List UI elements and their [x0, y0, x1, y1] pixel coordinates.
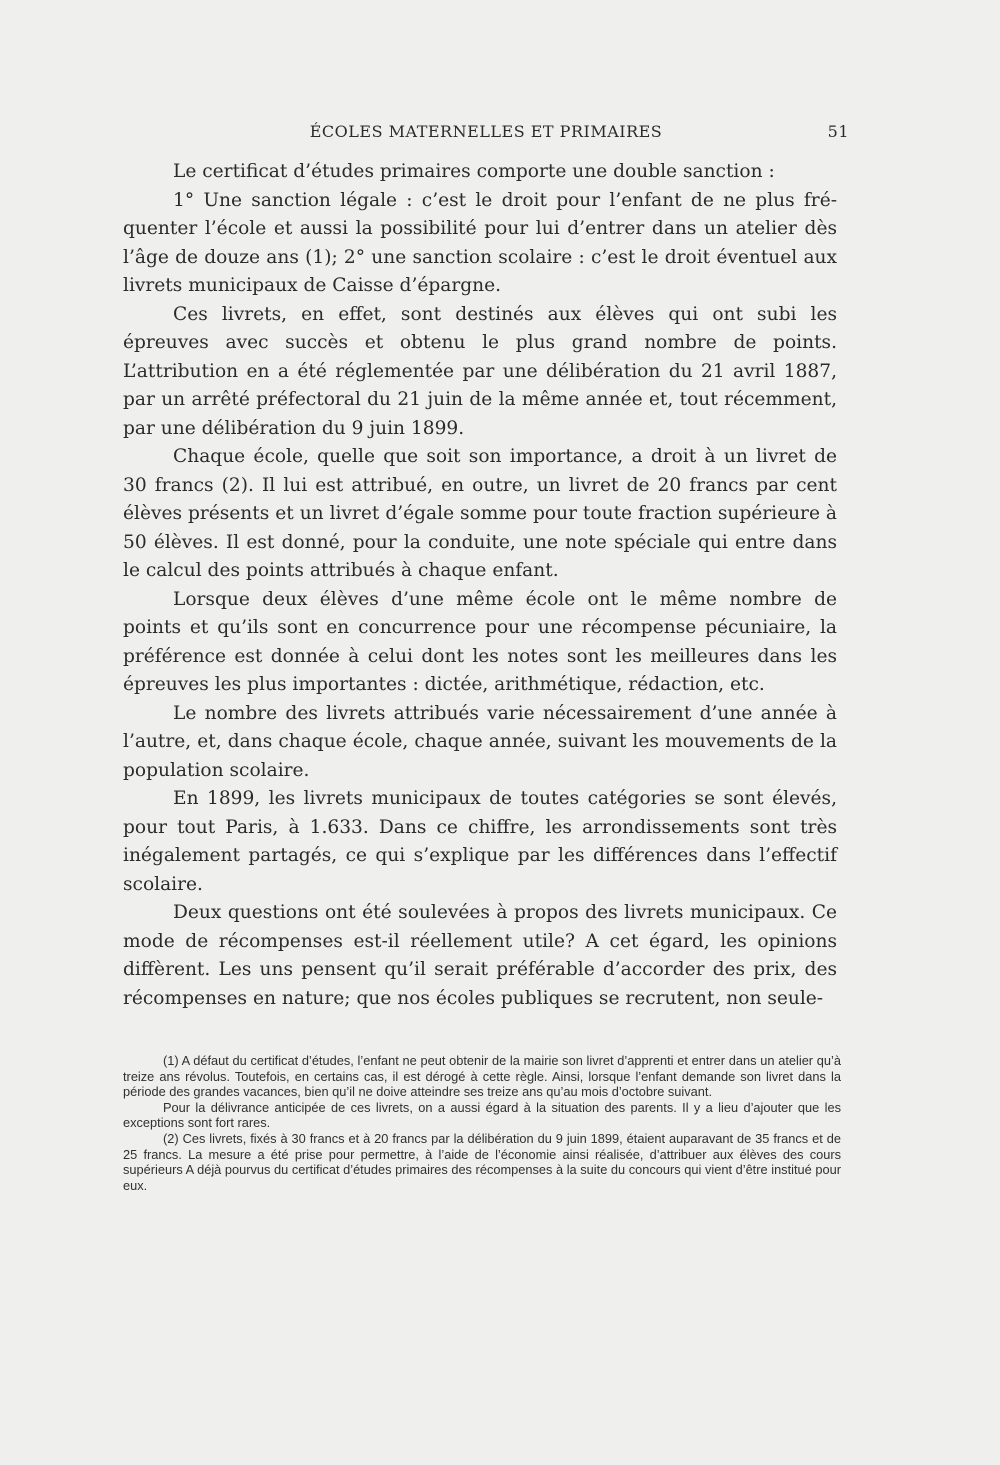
paragraph: Lorsque deux élèves d’une même école ont le même nombre de points et qu’ils sont en concurrence pour une récompense pécuniaire, la préférence est donnée à celui dont les notes sont les meilleures dans les épreuves les plus importantes : dictée, arithmétique, rédaction, etc. — [123, 588, 837, 695]
page-number: 51 — [827, 122, 849, 141]
paragraph: En 1899, les livrets municipaux de toutes catégories se sont élevés, pour tout Paris, à 1.633. Dans ce chiffre, les arrondissements sont très inégalement partagés, ce qui s’explique par les différences dans l’effectif scolaire. — [123, 788, 837, 895]
paragraph: Le nombre des livrets attribués varie nécessairement d’une année à l’autre, et, dans chaque école, chaque année, suivant les mouvements de la population scolaire. — [123, 702, 837, 781]
footnotes — [123, 1053, 841, 1193]
running-title: ÉCOLES MATERNELLES ET PRIMAIRES — [309, 122, 663, 141]
paragraph: Le certificat d’études primaires comporte une double sanction : — [173, 161, 775, 182]
body-text — [123, 158, 837, 1013]
running-head — [123, 122, 849, 146]
footnote: Pour la délivrance anticipée de ces livrets, on a aussi égard à la situation des parents. Il y a lieu d’ajouter que les exceptions sont fort rares. — [123, 1099, 841, 1131]
paragraph: Chaque école, quelle que soit son importance, a droit à un livret de 30 francs (2). Il lui est attribué, en outre, un livret de 20 francs par cent élèves présents et un livret d’égale somme pour toute fraction supérieure à 50 élèves. Il est donné, pour la conduite, une note spéciale qui entre dans le calcul des points attribués à chaque enfant. — [123, 446, 837, 581]
footnote: (1) A défaut du certificat d’études, l’enfant ne peut obtenir de la mairie son livret d’apprenti et entrer dans un atelier qu’à treize ans révolus. Toutefois, en certains cas, il est dérogé à cette règle. Ainsi, lorsque l’enfant demande son livret dans la période des grandes vacances, bien qu’il ne doive atteindre ses treize ans qu’au mois d’octobre suivant. — [123, 1053, 841, 1100]
paragraph: 1° Une sanction légale : c’est le droit pour l’enfant de ne plus fréquenter l’école et aussi la possibilité pour lui d’entrer dans un atelier dès l’âge de douze ans (1); 2° une sanction scolaire : c’est le droit éventuel aux livrets municipaux de Caisse d’épargne. — [123, 189, 837, 296]
paragraph: Ces livrets, en effet, sont destinés aux élèves qui ont subi les épreuves avec succès et obtenu le plus grand nombre de points. L’attribution en a été réglementée par une délibération du 21 avril 1887, par un arrêté préfectoral du 21 juin de la même année et, tout récemment, par une délibération du 9 juin 1899. — [123, 303, 837, 439]
paragraph: Deux questions ont été soulevées à propos des livrets municipaux. Ce mode de récompenses est-il réellement utile? A cet égard, les opinions diffèrent. Les uns pensent qu’il serait préférable d’accorder des prix, des récompenses en nature; que nos écoles publiques se recrutent, non seule- — [123, 902, 837, 1009]
footnote: (2) Ces livrets, fixés à 30 francs et à 20 francs par la délibération du 9 juin 1899, étaient auparavant de 35 francs et de 25 francs. La mesure a été prise pour permettre, à l’aide de l’économie ainsi réalisée, d’attribuer aux élèves des cours supérieurs A déjà pourvus du certificat d’études primaires des récompenses à la suite du concours qui vient d’être institué pour eux. — [123, 1130, 841, 1193]
